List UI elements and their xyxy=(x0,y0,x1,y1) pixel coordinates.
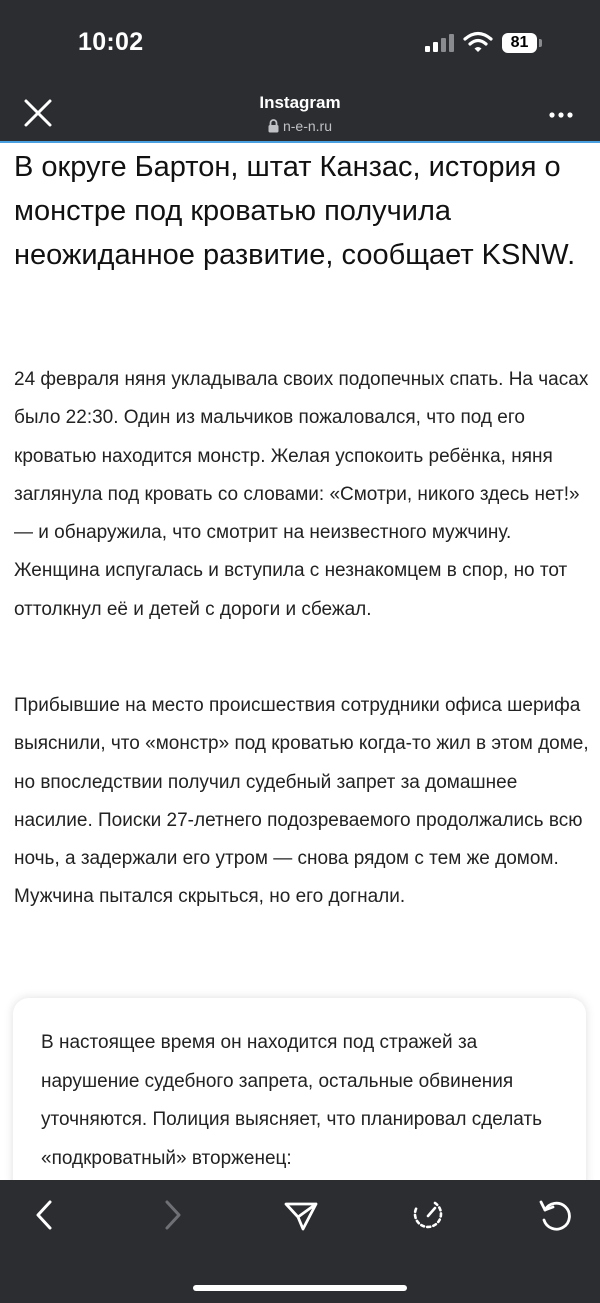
more-options-icon[interactable] xyxy=(548,111,574,119)
article-content[interactable] xyxy=(0,143,600,1180)
home-indicator[interactable] xyxy=(193,1285,407,1291)
back-icon[interactable] xyxy=(20,1198,70,1232)
article-headline: В округе Бартон, штат Канзас, история о монстре под кроватью получила неожиданное развитие, сообщает KSNW. xyxy=(14,151,576,271)
forward-icon[interactable] xyxy=(147,1198,197,1232)
quote-card-text: В настоящее время он находится под стражей за нарушение судебного запрета, остальные обвинения уточняются. Полиция выясняет, что планировал сделать «подкроватный» вторженец: xyxy=(41,1032,543,1169)
battery-cap xyxy=(539,39,542,47)
article-paragraph-1: 24 февраля няня укладывала своих подопечных спать. На часах было 22:30. Один из мальчиков пожаловался, что под его кроватью находится монстр. Желая успокоить ребёнка, няня заглянула под кровать со словами: «Смотри, никого здесь нет!» — и обнаружила, что смотрит на неизвестного мужчину. Женщина испугалась и вступила с незнакомцем в спор, но тот оттолкнул её и детей с дороги и сбежал. xyxy=(14,369,589,620)
browser-bottom-toolbar xyxy=(0,1180,600,1303)
status-time: 10:02 xyxy=(78,28,144,56)
lock-icon xyxy=(268,119,279,133)
quote-card xyxy=(13,998,586,1180)
page-url-text: n-e-n.ru xyxy=(282,118,333,134)
browser-top-bar xyxy=(0,0,600,143)
battery-level: 81 xyxy=(510,34,529,51)
wifi-icon xyxy=(463,31,493,53)
page-url xyxy=(0,118,600,134)
battery-indicator xyxy=(502,33,537,53)
article-paragraph-2: Прибывшие на место происшествия сотрудники офиса шерифа выяснили, что «монстр» под кроватью когда-то жил в этом доме, но впоследствии получил судебный запрет за домашнее насилие. Поиски 27-летнего подозреваемого продолжались всю ночь, а задержали его утром — снова рядом с тем же домом. Мужчина пытался скрыться, но его догнали. xyxy=(14,695,589,908)
share-icon[interactable] xyxy=(276,1198,326,1232)
cellular-signal-icon xyxy=(425,33,455,53)
page-source-title: Instagram xyxy=(259,93,341,112)
speed-icon[interactable] xyxy=(403,1198,453,1232)
reload-icon[interactable] xyxy=(530,1198,580,1232)
